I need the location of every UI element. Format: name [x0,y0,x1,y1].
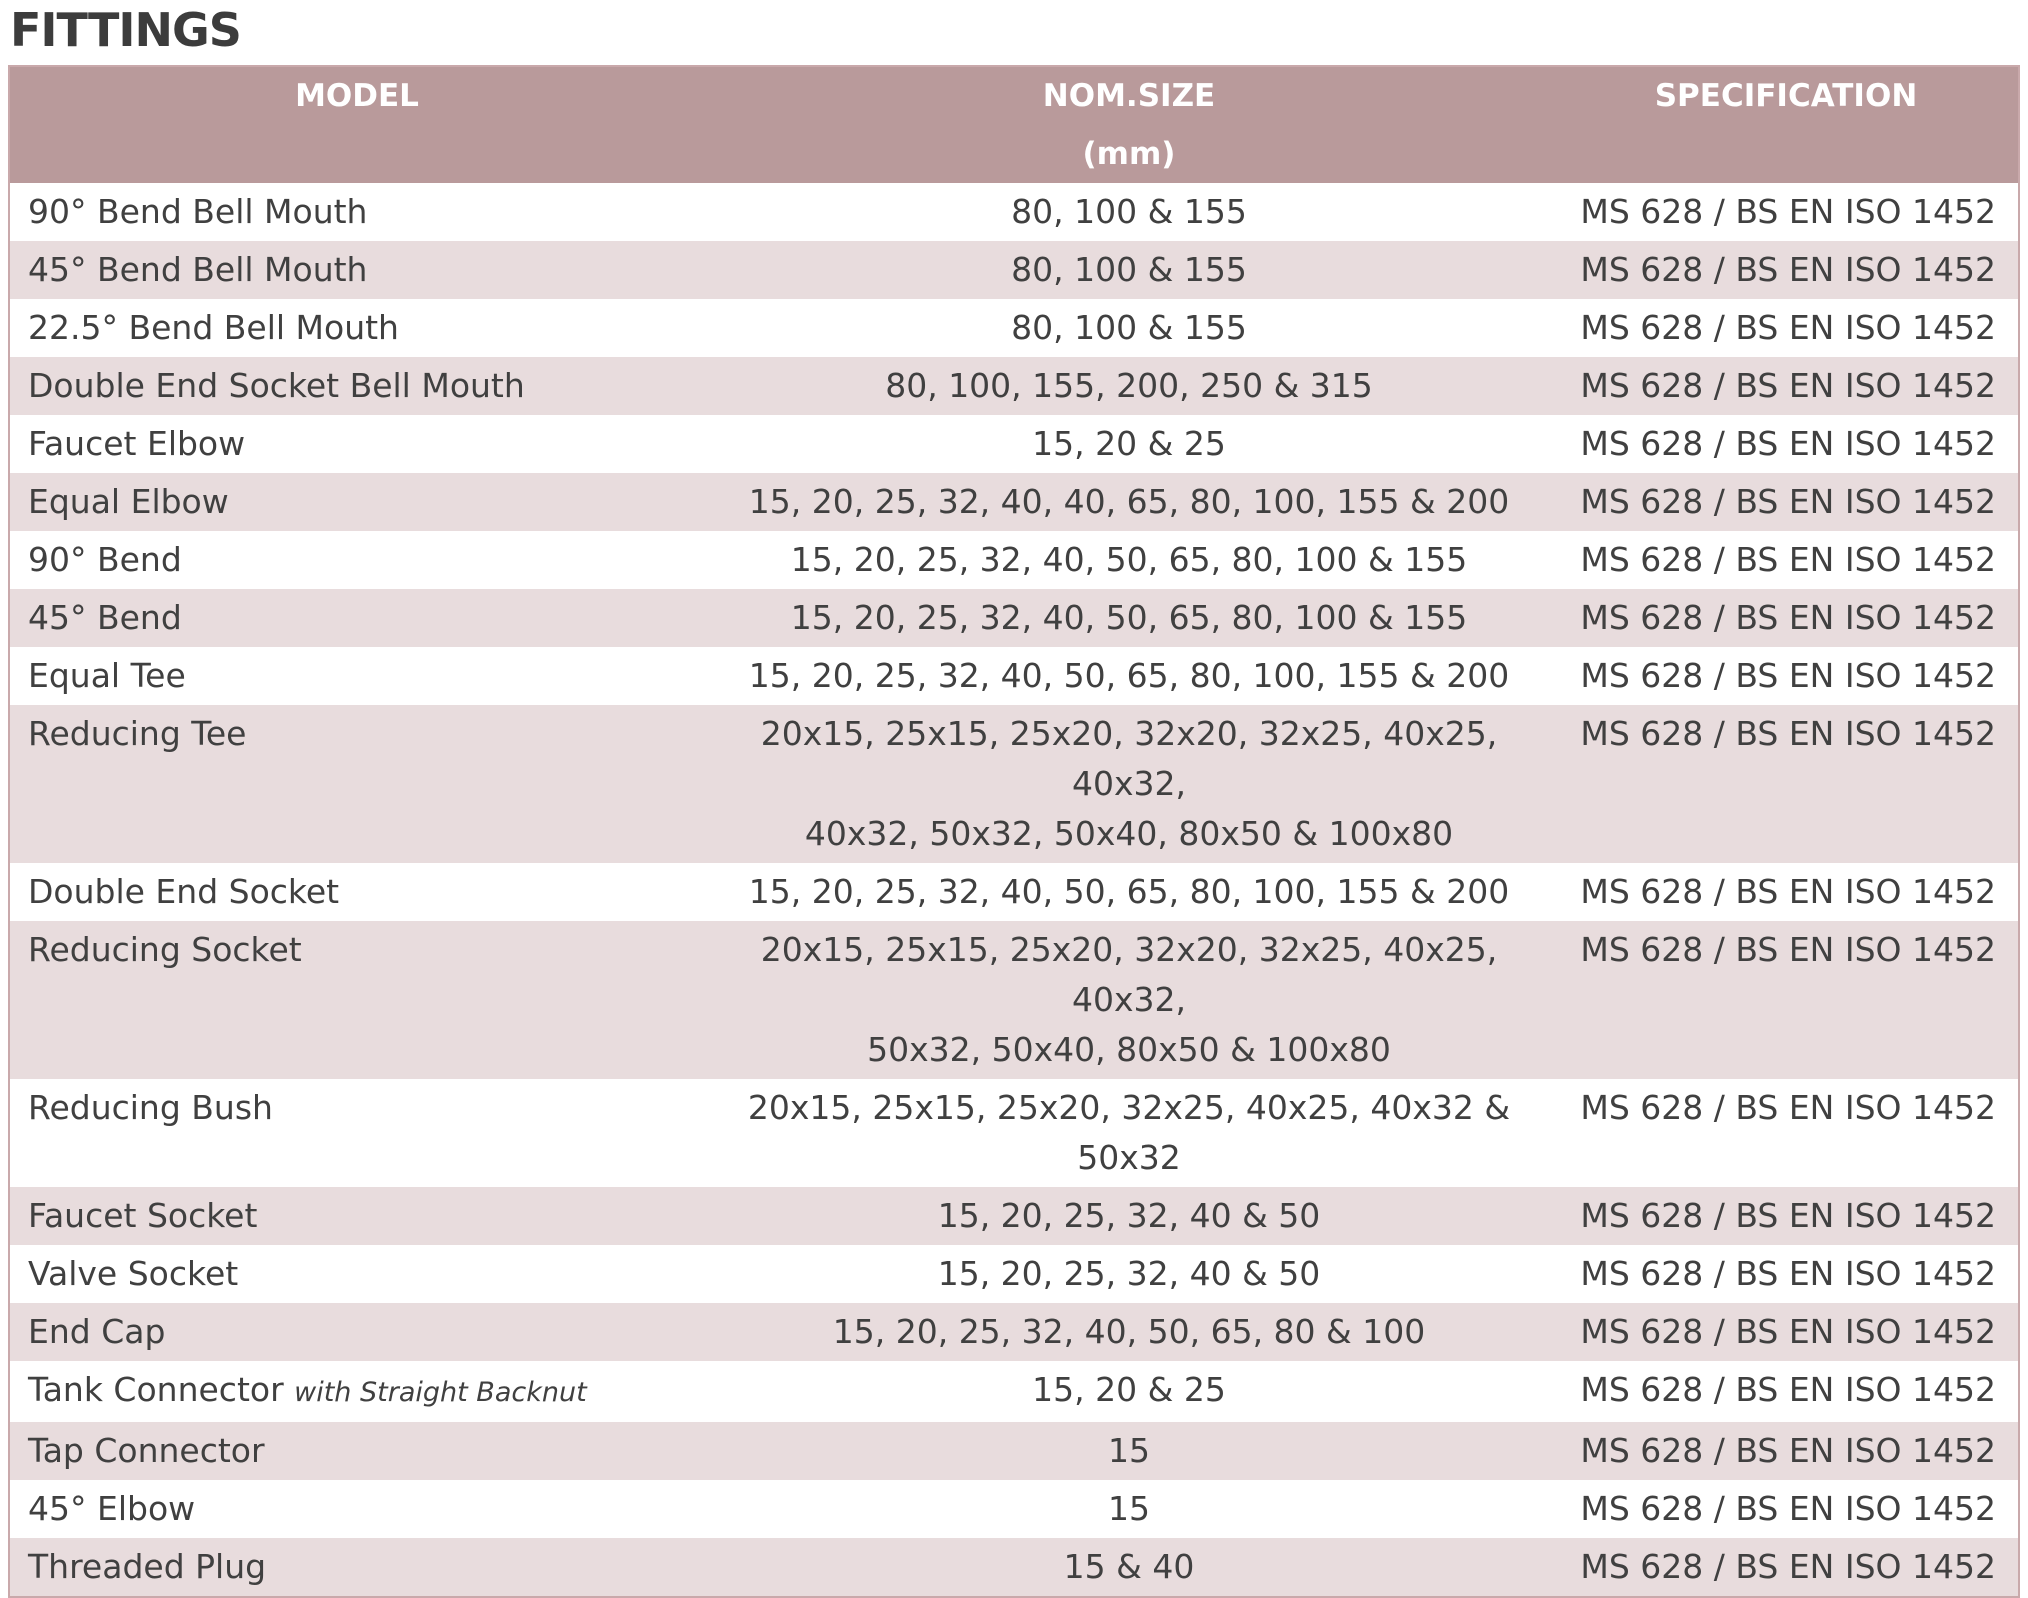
table-row [9,299,2019,357]
model-name: Reducing Bush [28,1088,273,1127]
specification-value: MS 628 / BS EN ISO 1452 [1580,1088,1996,1127]
table-row [9,473,2019,531]
specification-value: MS 628 / BS EN ISO 1452 [1580,482,1996,521]
model-name: Faucet Socket [28,1196,258,1235]
cell-nom-size [704,921,1554,1079]
specification-value: MS 628 / BS EN ISO 1452 [1580,366,1996,405]
cell-model [9,705,704,863]
nom-size-line: 15, 20, 25, 32, 40, 50, 65, 80, 100 & 155 [790,598,1468,637]
page-title: FITTINGS [10,3,241,57]
specification-value: MS 628 / BS EN ISO 1452 [1580,1370,1996,1409]
table-row [9,863,2019,921]
cell-nom-size [704,531,1554,589]
nom-size-line: 15, 20 & 25 [1032,1370,1226,1409]
nom-size-line: 15 [1108,1489,1150,1528]
cell-model [9,1422,704,1480]
cell-specification [1554,357,2019,415]
nom-size-line: 15, 20, 25, 32, 40, 50, 65, 80 & 100 [832,1312,1426,1351]
cell-model [9,1361,704,1422]
table-row [9,647,2019,705]
cell-nom-size [704,1245,1554,1303]
cell-specification [1554,921,2019,1079]
specification-value: MS 628 / BS EN ISO 1452 [1580,1547,1996,1586]
model-name: Threaded Plug [28,1547,267,1586]
nom-size-line: 15, 20, 25, 32, 40 & 50 [937,1196,1321,1235]
specification-value: MS 628 / BS EN ISO 1452 [1580,424,1996,463]
column-header-nom-size-unit: (mm) [1082,136,1176,172]
nom-size-line: 80, 100, 155, 200, 250 & 315 [885,366,1373,405]
nom-size-line: 20x15, 25x15, 25x20, 32x25, 40x25, 40x32 & 50x32 [747,1088,1511,1177]
column-header-specification-label: SPECIFICATION [1654,78,1918,114]
cell-model [9,1303,704,1361]
cell-specification [1554,415,2019,473]
cell-model [9,1480,704,1538]
specification-value: MS 628 / BS EN ISO 1452 [1580,540,1996,579]
cell-nom-size [704,1361,1554,1422]
table-row [9,531,2019,589]
nom-size-line: 80, 100 & 155 [1011,192,1247,231]
cell-nom-size [704,1079,1554,1187]
model-name: Tap Connector [28,1431,265,1470]
nom-size-line: 80, 100 & 155 [1011,308,1247,347]
specification-value: MS 628 / BS EN ISO 1452 [1580,714,1996,753]
cell-nom-size [704,1303,1554,1361]
table-row [9,1245,2019,1303]
nom-size-line: 20x15, 25x15, 25x20, 32x20, 32x25, 40x25, 40x32, [760,930,1498,1019]
nom-size-line: 15, 20, 25, 32, 40 & 50 [937,1254,1321,1293]
table-row [9,241,2019,299]
cell-nom-size [704,241,1554,299]
cell-specification [1554,531,2019,589]
cell-specification [1554,1422,2019,1480]
cell-model [9,1079,704,1187]
model-name: Reducing Socket [28,930,302,969]
nom-size-line: 80, 100 & 155 [1011,250,1247,289]
model-name: 45° Bend Bell Mouth [28,250,368,289]
cell-model [9,1538,704,1597]
cell-model [9,415,704,473]
cell-model [9,921,704,1079]
specification-value: MS 628 / BS EN ISO 1452 [1580,1312,1996,1351]
cell-specification [1554,647,2019,705]
nom-size-line: 20x15, 25x15, 25x20, 32x20, 32x25, 40x25, 40x32, [760,714,1498,803]
nom-size-line: 15 [1108,1431,1150,1470]
model-name: Equal Tee [28,656,186,695]
cell-model [9,473,704,531]
model-note: with Straight Backnut [294,1377,587,1408]
nom-size-line: 15, 20, 25, 32, 40, 50, 65, 80, 100 & 155 [790,540,1468,579]
model-name: 22.5° Bend Bell Mouth [28,308,399,347]
specification-value: MS 628 / BS EN ISO 1452 [1580,598,1996,637]
specification-value: MS 628 / BS EN ISO 1452 [1580,1196,1996,1235]
cell-model [9,863,704,921]
model-name: 90° Bend Bell Mouth [28,192,368,231]
cell-specification [1554,241,2019,299]
model-name: Tank Connector [28,1370,284,1409]
table-row [9,1422,2019,1480]
table-row [9,357,2019,415]
cell-specification [1554,1538,2019,1597]
cell-nom-size [704,183,1554,241]
cell-nom-size [704,415,1554,473]
specification-value: MS 628 / BS EN ISO 1452 [1580,250,1996,289]
model-name: 90° Bend [28,540,182,579]
cell-specification [1554,1361,2019,1422]
column-header-nom-size [704,66,1554,183]
cell-model [9,589,704,647]
cell-model [9,1245,704,1303]
nom-size-line: 15 & 40 [1063,1547,1195,1586]
model-name: Reducing Tee [28,714,247,753]
table-row [9,1538,2019,1597]
cell-specification [1554,705,2019,863]
cell-nom-size [704,1480,1554,1538]
cell-nom-size [704,1422,1554,1480]
table-row [9,1079,2019,1187]
column-header-model-label: MODEL [295,78,419,114]
specification-value: MS 628 / BS EN ISO 1452 [1580,1431,1996,1470]
cell-specification [1554,183,2019,241]
cell-specification [1554,1187,2019,1245]
specification-value: MS 628 / BS EN ISO 1452 [1580,872,1996,911]
table-row [9,1187,2019,1245]
cell-specification [1554,1303,2019,1361]
cell-model [9,299,704,357]
specification-value: MS 628 / BS EN ISO 1452 [1580,1254,1996,1293]
specification-value: MS 628 / BS EN ISO 1452 [1580,308,1996,347]
column-header-nom-size-label: NOM.SIZE [1042,78,1216,114]
cell-nom-size [704,473,1554,531]
model-name: Valve Socket [28,1254,239,1293]
cell-model [9,183,704,241]
table-row [9,921,2019,1079]
cell-nom-size [704,1187,1554,1245]
nom-size-line: 40x32, 50x32, 50x40, 80x50 & 100x80 [804,814,1454,853]
table-row [9,1303,2019,1361]
cell-specification [1554,589,2019,647]
cell-specification [1554,299,2019,357]
model-name: Double End Socket Bell Mouth [28,366,525,405]
fittings-table [8,65,2020,1598]
table-header [9,66,2019,183]
cell-specification [1554,1245,2019,1303]
model-name: 45° Elbow [28,1489,196,1528]
cell-model [9,357,704,415]
column-header-specification [1554,66,2019,183]
nom-size-line: 15, 20 & 25 [1032,424,1226,463]
nom-size-line: 50x32, 50x40, 80x50 & 100x80 [867,1030,1391,1069]
cell-model [9,647,704,705]
table-body [9,183,2019,1597]
nom-size-line: 15, 20, 25, 32, 40, 40, 65, 80, 100, 155 & 200 [748,482,1510,521]
specification-value: MS 628 / BS EN ISO 1452 [1580,1489,1996,1528]
table-row [9,1361,2019,1422]
table-row [9,415,2019,473]
model-name: 45° Bend [28,598,182,637]
model-name: Equal Elbow [28,482,229,521]
cell-model [9,241,704,299]
table-row [9,589,2019,647]
table-row [9,183,2019,241]
model-name: Double End Socket [28,872,340,911]
cell-nom-size [704,647,1554,705]
cell-nom-size [704,705,1554,863]
cell-nom-size [704,1538,1554,1597]
specification-value: MS 628 / BS EN ISO 1452 [1580,930,1996,969]
cell-nom-size [704,589,1554,647]
column-header-model [9,66,704,183]
cell-model [9,531,704,589]
nom-size-line: 15, 20, 25, 32, 40, 50, 65, 80, 100, 155 & 200 [748,872,1510,911]
cell-specification [1554,473,2019,531]
table-row [9,705,2019,863]
header-row [9,66,2019,183]
cell-nom-size [704,299,1554,357]
cell-model [9,1187,704,1245]
specification-value: MS 628 / BS EN ISO 1452 [1580,192,1996,231]
nom-size-line: 15, 20, 25, 32, 40, 50, 65, 80, 100, 155 & 200 [748,656,1510,695]
cell-specification [1554,1079,2019,1187]
cell-specification [1554,863,2019,921]
model-name: End Cap [28,1312,166,1351]
cell-nom-size [704,863,1554,921]
table-row [9,1480,2019,1538]
cell-specification [1554,1480,2019,1538]
cell-nom-size [704,357,1554,415]
model-name: Faucet Elbow [28,424,246,463]
specification-value: MS 628 / BS EN ISO 1452 [1580,656,1996,695]
